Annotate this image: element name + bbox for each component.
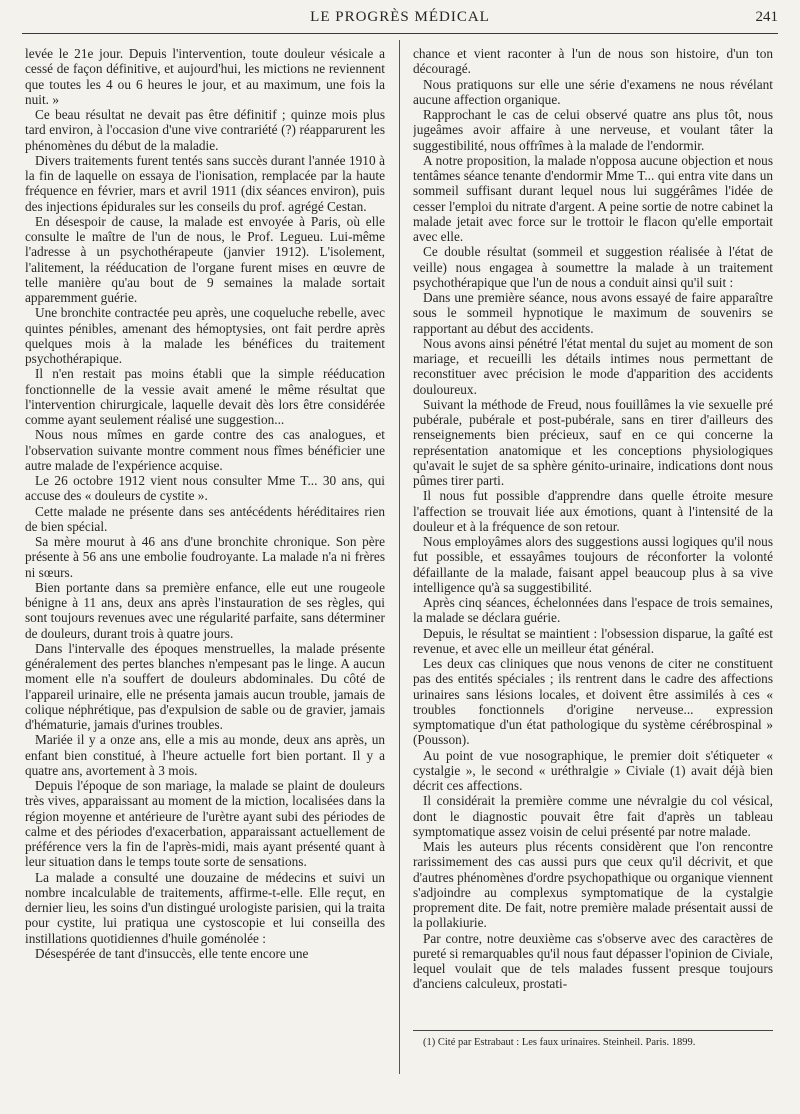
column-divider — [399, 40, 400, 1074]
paragraph: Divers traitements furent tentés sans succès durant l'année 1910 à la fin de laquelle on essaya de l'ionisation, remplacée par la haute fréquence en février, mars et avril 1911 (dix séances environ), puis des injections épidurales sur les conseils du prof. agrégé Cestan. — [25, 152, 385, 214]
paragraph: Bien portante dans sa première enfance, elle eut une rougeole bénigne à 11 ans, deux ans après l'instauration de ses règles, qui sont toujours revenues avec une régularité parfaite, sans déterminer de douleurs, durant trois à quatre jours. — [25, 579, 385, 641]
left-column — [25, 46, 385, 1086]
paragraph: Depuis l'époque de son mariage, la malade se plaint de douleurs très vives, apparaissant au moment de la miction, localisées dans la région moyenne et antérieure de l'urètre ayant subi des périodes de calme et des périodes d'exacerbation, apparaissant actuellement de préférence vers la fin de l'après-midi, mais ayant présenté quant à leur situation dans le temps toute sorte de sensations. — [25, 778, 385, 870]
paragraph: levée le 21e jour. Depuis l'intervention, toute douleur vésicale a cessé de façon définitive, et aujourd'hui, les mictions ne reviennent que toutes les 4 ou 6 heures le jour, et au maximum, une fois la nuit. » — [25, 46, 385, 107]
paragraph: Au point de vue nosographique, le premier doit s'étiqueter « cystalgie », le second « uréthralgie » Civiale (1) avait déjà bien décrit ces affections. — [413, 747, 773, 793]
paragraph: Dans l'intervalle des époques menstruelles, la malade présente généralement des pertes blanches n'empesant pas le linge. A aucun moment elle n'a souffert de douleurs abdominales. Du côté de l'appareil urinaire, elle ne présenta jamais aucun trouble, jamais de colique néphrétique, pas d'expulsion de sable ou de gravier, jamais d'hématurie, jamais d'urines troubles. — [25, 640, 385, 732]
paragraph: Mais les auteurs plus récents considèrent que l'on rencontre rarissimement des cas aussi purs que ceux qu'il décrivit, et que d'autres phénomènes d'ordre psychopathique ou organique viennent s'adjoindre au complexus symptomatique de la cystalgie proprement dite. De fait, notre première malade présentait aussi de la pollakiurie. — [413, 839, 773, 931]
paragraph: Nous nous mîmes en garde contre des cas analogues, et l'observation suivante montre comment nous fîmes bénéficier une autre malade de l'expérience acquise. — [25, 427, 385, 473]
paragraph: Désespérée de tant d'insuccès, elle tente encore une — [35, 945, 309, 961]
paragraph: La malade a consulté une douzaine de médecins et suivi un nombre incalculable de traitements, affirme-t-elle. Elle reçut, en dernier lieu, les soins d'un distingué urologiste parisien, qui la traita pour cystite, lui pratiqua une cystoscopie et lui conseilla des instillations quotidiennes d'huile goménolée : — [25, 869, 385, 946]
paragraph: Cette malade ne présente dans ses antécédents héréditaires rien de bien spécial. — [25, 503, 385, 534]
paragraph: Depuis, le résultat se maintient : l'obsession disparue, la gaîté est revenue, et avec elle un meilleur état général. — [413, 625, 773, 656]
paragraph: Le 26 octobre 1912 vient nous consulter Mme T... 30 ans, qui accuse des « douleurs de cystite ». — [25, 473, 385, 504]
paragraph: A notre proposition, la malade n'opposa aucune objection et nous tentâmes séance tenante d'endormir Mme T... qui entra vite dans un sommeil suffisant durant lequel nous lui suggérâmes l'idée de cesser l'emploi du nitrate d'argent. A peine sortie de notre cabinet la malade jetait avec force sur le trottoir le flacon qu'elle emportait avec elle. — [413, 152, 773, 244]
paragraph: Il nous fut possible d'apprendre dans quelle étroite mesure l'affection se trouvait liée aux émotions, quant à l'intensité de la douleur et à la fréquence de son retour. — [413, 488, 773, 534]
paragraph: Nous employâmes alors des suggestions aussi logiques qu'il nous fut possible, et essayâmes toujours de réconforter la volonté défaillante de la malade, faisant appel beaucoup plus à sa vive intelligence qu'à sa suggestibilité. — [413, 534, 773, 595]
paragraph: Mariée il y a onze ans, elle a mis au monde, deux ans après, un enfant bien constitué, à l'heure actuelle fort bien portant. Il y a quatre ans, avortement à 3 mois. — [25, 732, 385, 778]
page-number: 241 — [755, 9, 778, 25]
paragraph: Nous avons ainsi pénétré l'état mental du sujet au moment de son mariage, et recueilli les détails intimes nous permettant de reconstituer avec précision le mode d'apparition des accidents douloureux. — [413, 335, 773, 397]
footnote-rule — [413, 1030, 773, 1031]
paragraph: Dans une première séance, nous avons essayé de faire apparaître sous le sommeil hypnotique le maximum de souvenirs se rapportant au début des accidents. — [413, 290, 773, 336]
journal-title: LE PROGRÈS MÉDICAL — [310, 9, 490, 25]
footnote: (1) Cité par Estrabaut : Les faux urinaires. Steinheil. Paris. 1899. — [423, 1037, 696, 1048]
paragraph: Après cinq séances, échelonnées dans l'espace de trois semaines, la malade se déclara guérie. — [413, 595, 773, 626]
paragraph: Rapprochant le cas de celui observé quatre ans plus tôt, nous jugeâmes avoir affaire à une nerveuse, et voulant tâter la suggestibilité, nous offrîmes à la malade de l'endormir. — [413, 107, 773, 153]
paragraph: Nous pratiquons sur elle une série d'examens ne nous révélant aucune affection organique. — [413, 76, 773, 107]
running-header — [22, 7, 778, 34]
paragraph: Suivant la méthode de Freud, nous fouillâmes la vie sexuelle pré pubérale, pubérale et post-pubérale, sans en tirer d'ailleurs des renseignements bien précieux, sauf en ce qui concerne la représentation anatomique et les conceptions physiologiques qu'avait le sujet de sa sphère génito-urinaire, indications dont nous pûmes tirer parti. — [413, 396, 773, 488]
paragraph: Une bronchite contractée peu après, une coqueluche rebelle, avec quintes pénibles, amenant des hémoptysies, ont fait perdre après quelques mois à la malade les bénéfices du traitement psychothérapique. — [25, 305, 385, 366]
paragraph: En désespoir de cause, la malade est envoyée à Paris, où elle consulte le maître de l'un de nous, le Prof. Legueu. Lui-même l'adresse à un psychothérapeute (janvier 1912). L'isolement, l'alitement, la rééducation de l'organe furent mises en œuvre de telle manière qu'au bout de 9 semaines la malade sortait apparemment guérie. — [25, 213, 385, 305]
paragraph: Ce double résultat (sommeil et suggestion réalisée à l'état de veille) nous engagea à soumettre la malade à un traitement psychothérapique que l'un de nous a conduit ainsi qu'il suit : — [413, 244, 773, 290]
paragraph: Il considérait la première comme une névralgie du col vésical, dont le diagnostic pouvait être fait d'après un tableau symptomatique assez voisin de celui présenté par notre malade. — [413, 793, 773, 839]
paragraph: Par contre, notre deuxième cas s'observe avec des caractères de pureté si remarquables qu'il nous faut dépasser l'opinion de Civiale, lequel voulait que de tels malades fussent presque toujours d'anciens calculeux, prostati- — [413, 930, 773, 992]
paragraph: Sa mère mourut à 46 ans d'une bronchite chronique. Son père présente à 56 ans une embolie foudroyante. La malade n'a ni frères ni sœurs. — [25, 534, 385, 580]
paragraph: Ce beau résultat ne devait pas être définitif ; quinze mois plus tard environ, à l'occasion d'une vive contrariété (?) réapparurent les phénomènes du début de la maladie. — [25, 107, 385, 153]
paragraph: Les deux cas cliniques que nous venons de citer ne constituent pas des entités spéciales ; ils rentrent dans le cadre des affections urinaires sans lésions locales, et doivent être assimilés à ces « troubles fonctionnels d'origine nerveuse... expression symptomatique d'un état pathologique du système cérébrospinal » (Pousson). — [413, 656, 773, 748]
paragraph: Il n'en restait pas moins établi que la simple rééducation fonctionnelle de la vessie avait amené le même résultat que l'intervention chirurgicale, laquelle devait dès lors être considérée comme ayant seulement réalisé une suggestion... — [25, 366, 385, 427]
paragraph: chance et vient raconter à l'un de nous son histoire, d'un ton découragé. — [413, 46, 773, 77]
right-column — [413, 46, 773, 1086]
